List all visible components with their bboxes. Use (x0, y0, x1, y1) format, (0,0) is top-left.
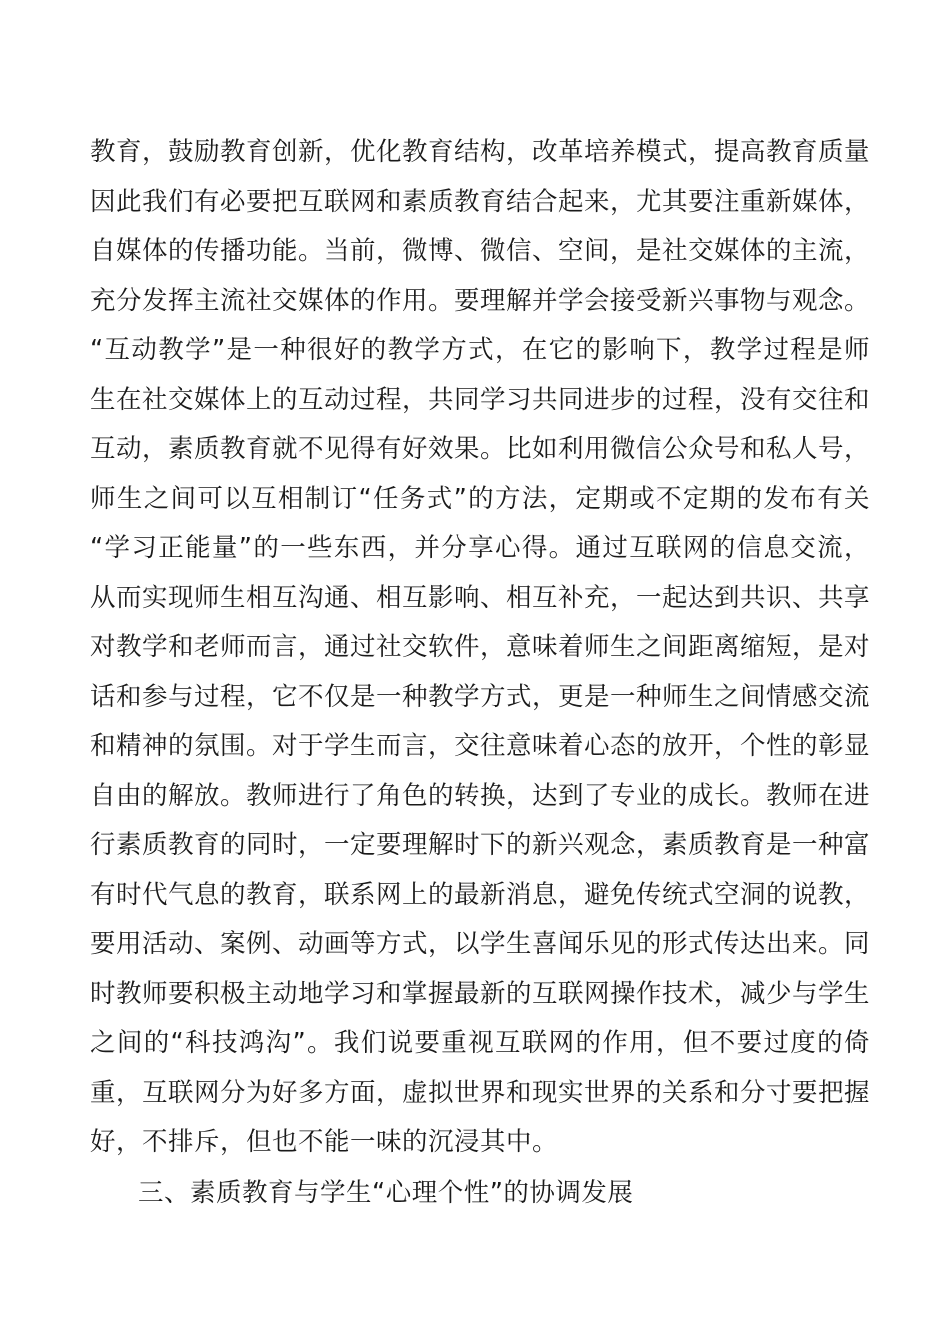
text-line: 自媒体的传播功能。当前，微博、微信、空间，是社交媒体的主流， (90, 236, 871, 266)
text-line: 从而实现师生相互沟通、相互影响、相互补充，一起达到共识、共享 (90, 582, 871, 613)
text-line: 互动，素质教育就不见得有好效果。比如利用微信公众号和私人号， (90, 434, 871, 464)
text-line: 要用活动、案例、动画等方式，以学生喜闻乐见的形式传达出来。同 (90, 929, 871, 959)
text-line: 和精神的氛围。对于学生而言，交往意味着心态的放开，个性的彰显 (90, 731, 871, 761)
text-line: 行素质教育的同时，一定要理解时下的新兴观念，素质教育是一种富 (90, 830, 871, 860)
text-line: 对教学和老师而言，通过社交软件，意味着师生之间距离缩短，是对 (90, 632, 871, 662)
text-line: 时教师要积极主动地学习和掌握最新的互联网操作技术，减少与学生 (90, 978, 871, 1009)
text-line: 教育，鼓励教育创新，优化教育结构，改革培养模式，提高教育质量 (90, 137, 871, 167)
text-line: 之间的“科技鸿沟”。我们说要重视互联网的作用，但不要过度的倚 (90, 1028, 870, 1058)
text-line: 好，不排斥，但也不能一味的沉浸其中。 (90, 1127, 559, 1157)
section-heading: 三、素质教育与学生“心理个性”的协调发展 (138, 1178, 634, 1208)
text-line: “互动教学”是一种很好的教学方式，在它的影响下，教学过程是师 (90, 335, 870, 365)
body-paragraph (90, 128, 870, 1168)
text-line: 有时代气息的教育，联系网上的最新消息，避免传统式空洞的说教， (90, 879, 871, 910)
text-line: “学习正能量”的一些东西，并分享心得。通过互联网的信息交流， (90, 533, 870, 563)
text-line: 充分发挥主流社交媒体的作用。要理解并学会接受新兴事物与观念。 (90, 285, 871, 316)
text-line: 生在社交媒体上的互动过程，共同学习共同进步的过程，没有交往和 (90, 384, 871, 415)
text-line: 自由的解放。教师进行了角色的转换，达到了专业的成长。教师在进 (90, 780, 871, 811)
text-line: 话和参与过程，它不仅是一种教学方式，更是一种师生之间情感交流 (90, 681, 871, 712)
text-line: 因此我们有必要把互联网和素质教育结合起来，尤其要注重新媒体， (90, 186, 871, 217)
text-line: 师生之间可以互相制订“任务式”的方法，定期或不定期的发布有关 (90, 483, 870, 514)
text-line: 重，互联网分为好多方面，虚拟世界和现实世界的关系和分寸要把握 (90, 1077, 871, 1108)
